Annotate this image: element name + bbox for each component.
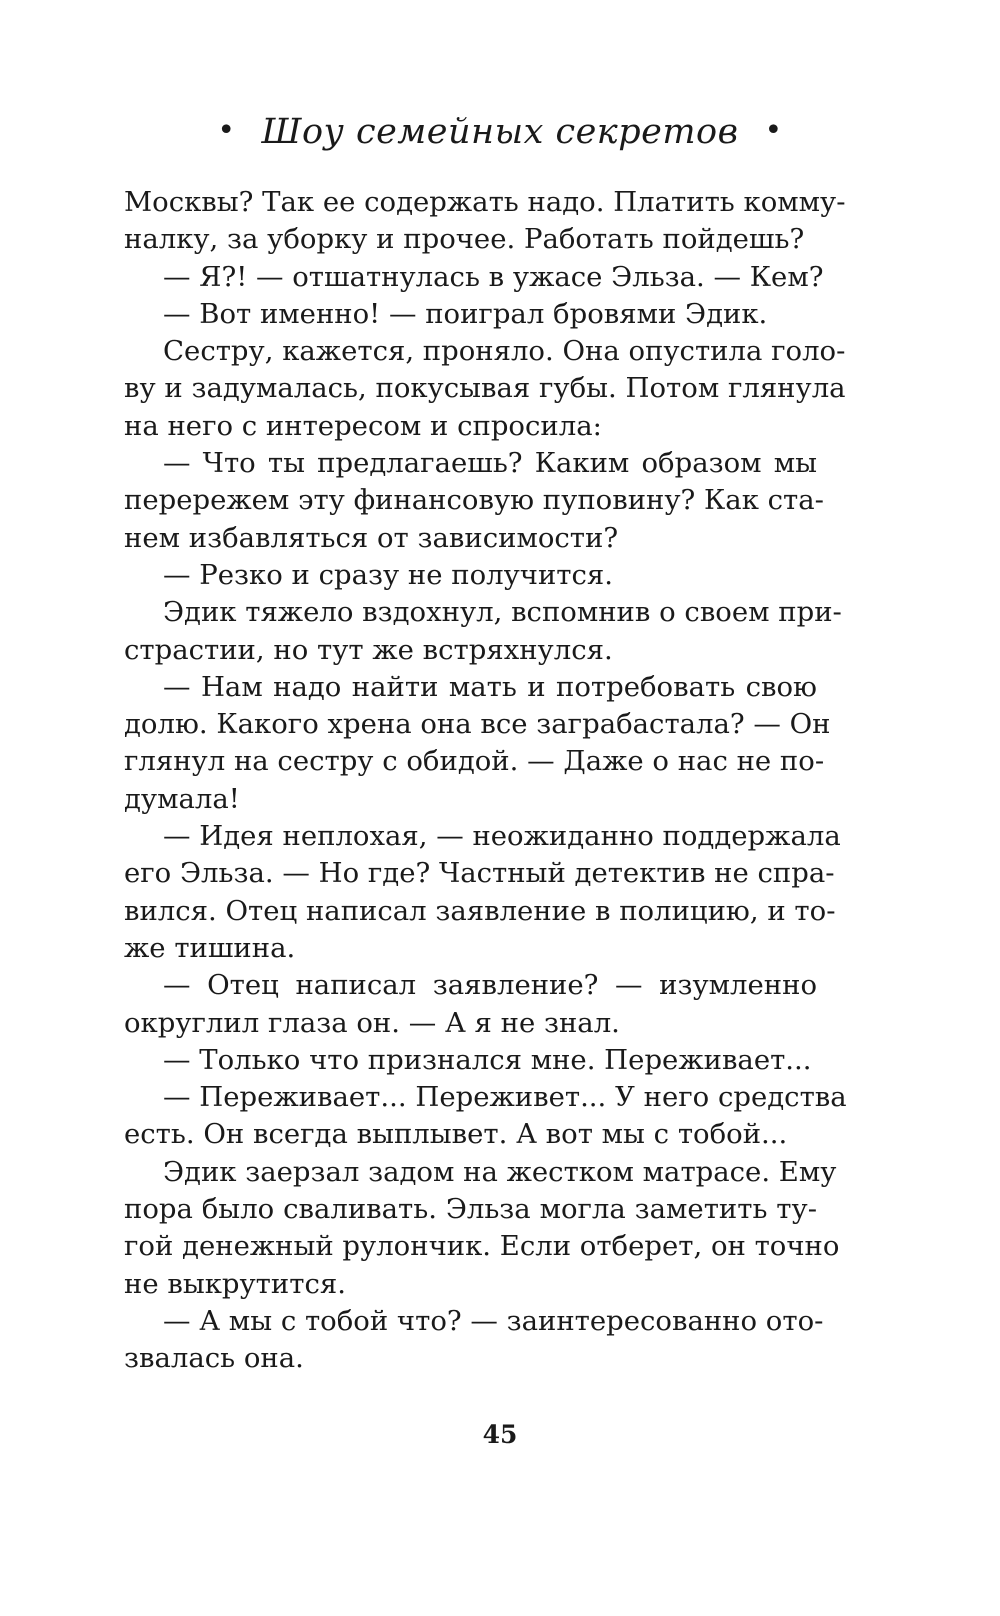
header-title: Шоу семейных секретов <box>261 112 739 152</box>
text-line: — Отец написал заявление? — изумленно <box>163 969 817 1002</box>
text-line: ву и задумалась, покусывая губы. Потом глянула <box>124 372 846 405</box>
text-line: округлил глаза он. — А я не знал. <box>124 1006 620 1039</box>
text-line: думала! <box>124 782 240 815</box>
text-line: налку, за уборку и прочее. Работать пойдешь? <box>124 223 805 256</box>
text-line: — Нам надо найти мать и потребовать свою <box>163 670 817 703</box>
text-line: его Эльза. — Но где? Частный детектив не спра- <box>124 857 835 890</box>
running-header <box>0 112 1000 152</box>
text-line: пора было сваливать. Эльза могла заметить ту- <box>124 1193 817 1226</box>
text-line: — Только что признался мне. Переживает... <box>163 1043 812 1076</box>
header-bullet-left: • <box>217 113 236 148</box>
text-line: долю. Какого хрена она все заграбастала? — Он <box>124 708 831 741</box>
text-line: страстии, но тут же встряхнулся. <box>124 633 613 666</box>
text-line: — Вот именно! — поиграл бровями Эдик. <box>163 297 768 330</box>
text-line: перережем эту финансовую пуповину? Как ста- <box>124 484 824 517</box>
text-line: же тишина. <box>124 931 296 964</box>
text-line: — Что ты предлагаешь? Каким образом мы <box>163 447 817 480</box>
text-line: на него с интересом и спросила: <box>124 409 602 442</box>
text-line: Эдик тяжело вздохнул, вспомнив о своем при- <box>163 596 842 629</box>
header-bullet-right: • <box>764 113 783 148</box>
body-text <box>124 184 847 1378</box>
text-line: — А мы с тобой что? — заинтересованно ото- <box>163 1304 824 1337</box>
text-line: глянул на сестру с обидой. — Даже о нас не по- <box>124 745 825 778</box>
text-line: — Резко и сразу не получится. <box>163 558 613 591</box>
text-line: — Идея неплохая, — неожиданно поддержала <box>163 820 841 853</box>
text-line: — Я?! — отшатнулась в ужасе Эльза. — Кем? <box>163 260 824 293</box>
text-line: вился. Отец написал заявление в полицию, и то- <box>124 894 836 927</box>
text-line: — Переживает... Переживет... У него средства <box>163 1081 847 1114</box>
text-line: нем избавляться от зависимости? <box>124 521 619 554</box>
text-line: звалась она. <box>124 1342 304 1375</box>
text-line: есть. Он всегда выплывет. А вот мы с тобой... <box>124 1118 788 1151</box>
page-number: 45 <box>482 1420 518 1449</box>
text-line: гой денежный рулончик. Если отберет, он точно <box>124 1230 840 1263</box>
text-line: Эдик заерзал задом на жестком матрасе. Ему <box>163 1155 837 1188</box>
text-line: Москвы? Так ее содержать надо. Платить комму- <box>124 186 846 218</box>
text-line: Сестру, кажется, проняло. Она опустила голо- <box>163 335 846 368</box>
text-line: не выкрутится. <box>124 1267 346 1300</box>
